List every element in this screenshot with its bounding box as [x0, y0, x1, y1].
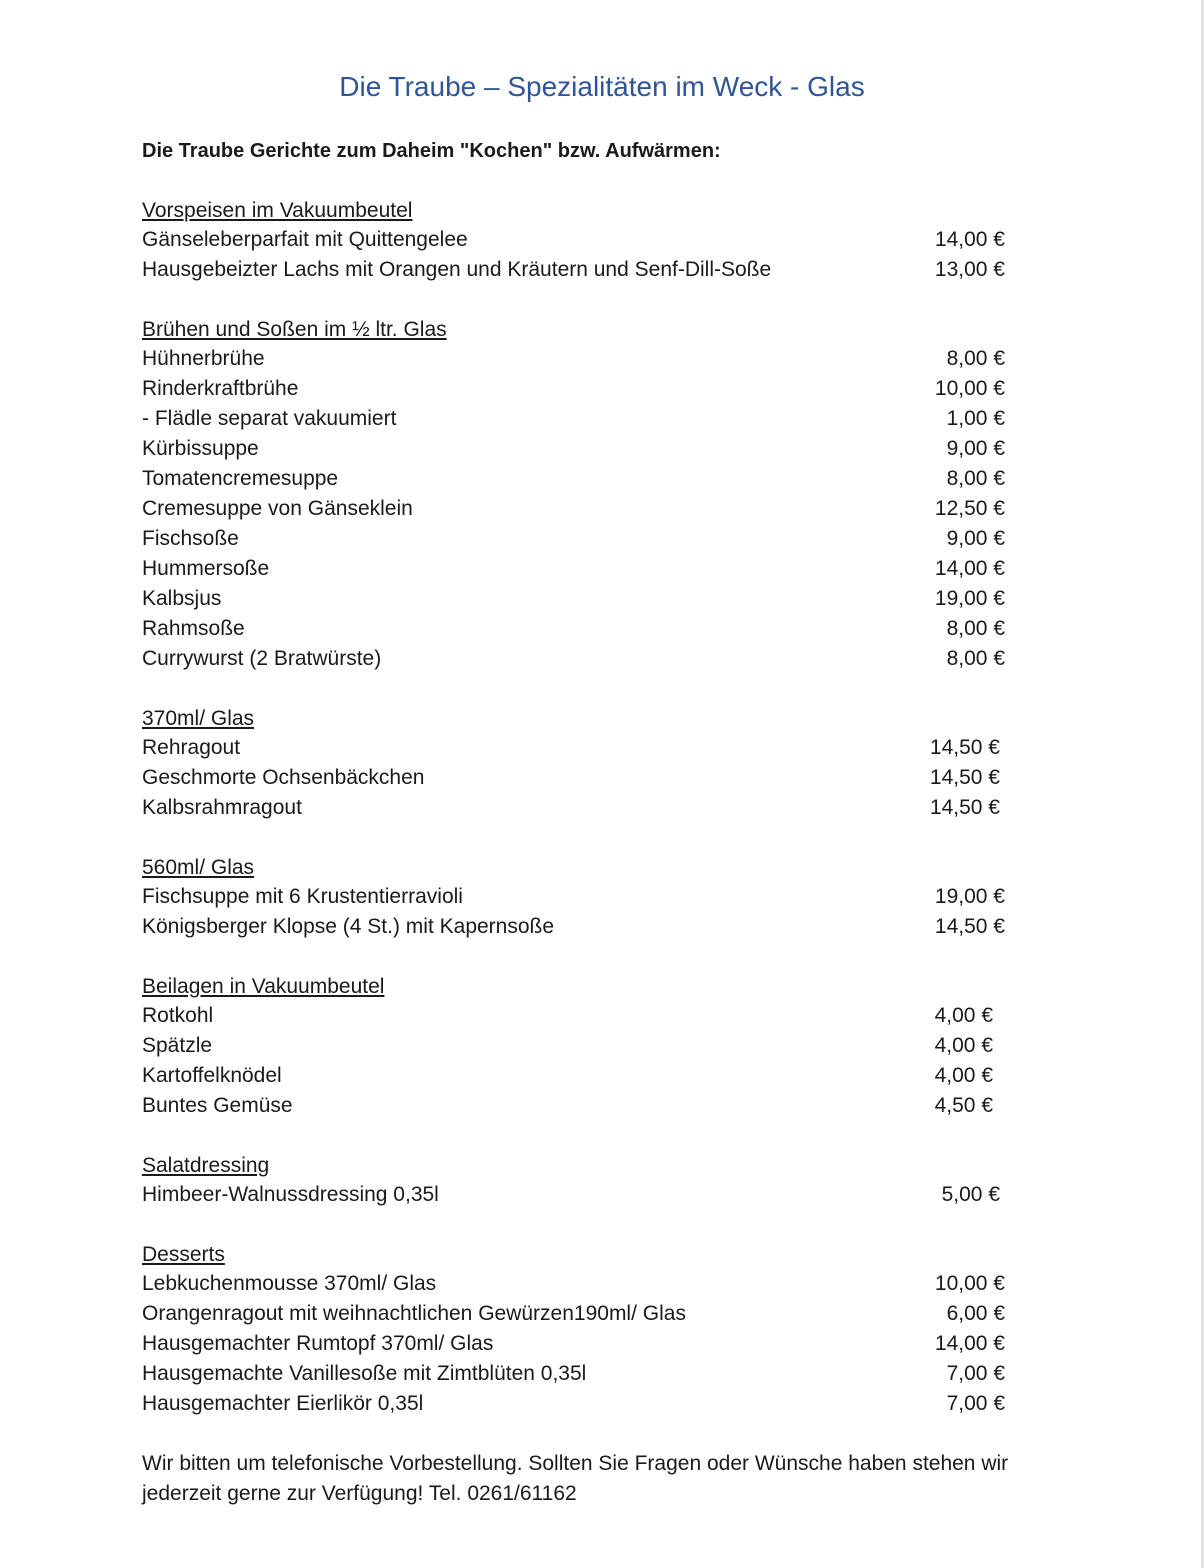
item-name: Orangenragout mit weihnachtlichen Gewürzen190ml/ Glas	[142, 1302, 686, 1325]
item-name: Spätzle	[142, 1034, 213, 1057]
item-price: 14,00 €	[934, 1332, 1005, 1355]
item-price: 14,50 €	[929, 796, 1000, 819]
menu-item	[142, 1299, 1142, 1329]
menu-item	[142, 255, 1142, 285]
menu-item	[142, 344, 1142, 374]
section-370ml	[142, 704, 1142, 823]
item-name: Fischsuppe mit 6 Krustentierravioli	[142, 885, 463, 908]
menu-item	[142, 1031, 1142, 1061]
menu-item	[142, 733, 1142, 763]
menu-document	[142, 66, 1142, 1509]
menu-item	[142, 554, 1142, 584]
item-name: Kürbissuppe	[142, 437, 259, 460]
item-price: 8,00 €	[946, 647, 1005, 670]
section-560ml	[142, 853, 1142, 942]
item-price: 9,00 €	[946, 527, 1005, 550]
item-price: 10,00 €	[934, 377, 1005, 400]
menu-item	[142, 1001, 1142, 1031]
item-name: Kalbsrahmragout	[142, 796, 302, 819]
item-price: 14,00 €	[934, 228, 1005, 251]
menu-item	[142, 374, 1142, 404]
item-name: Hausgemachter Rumtopf 370ml/ Glas	[142, 1332, 494, 1355]
section-title: Vorspeisen im Vakuumbeutel	[142, 199, 413, 222]
menu-item	[142, 524, 1142, 554]
item-price: 13,00 €	[934, 258, 1005, 281]
item-price: 4,00 €	[934, 1004, 993, 1027]
page-title: Die Traube – Spezialitäten im Weck - Glas	[339, 71, 865, 102]
item-name: Rahmsoße	[142, 617, 245, 640]
item-name: Lebkuchenmousse 370ml/ Glas	[142, 1272, 437, 1295]
item-price: 1,00 €	[946, 407, 1005, 430]
item-name: Gänseleberparfait mit Quittengelee	[142, 228, 468, 251]
menu-item	[142, 1180, 1142, 1210]
item-price: 14,50 €	[929, 736, 1000, 759]
item-price: 8,00 €	[946, 347, 1005, 370]
item-price: 8,00 €	[946, 617, 1005, 640]
menu-item	[142, 882, 1142, 912]
section-desserts	[142, 1240, 1142, 1419]
item-name: Buntes Gemüse	[142, 1094, 293, 1117]
item-name: Kartoffelknödel	[142, 1064, 282, 1087]
menu-item	[142, 225, 1142, 255]
menu-item	[142, 494, 1142, 524]
item-price: 7,00 €	[946, 1362, 1005, 1385]
menu-item	[142, 1061, 1142, 1091]
item-name: Hausgebeizter Lachs mit Orangen und Kräutern und Senf-Dill-Soße	[142, 258, 772, 281]
section-beilagen	[142, 972, 1142, 1121]
menu-item	[142, 793, 1142, 823]
menu-item	[142, 644, 1142, 674]
item-name: - Flädle separat vakuumiert	[142, 407, 397, 430]
menu-item	[142, 614, 1142, 644]
item-price: 9,00 €	[946, 437, 1005, 460]
menu-item	[142, 1329, 1142, 1359]
item-name: Hausgemachte Vanillesoße mit Zimtblüten 0,35l	[142, 1362, 587, 1385]
item-name: Kalbsjus	[142, 587, 222, 610]
menu-item	[142, 404, 1142, 434]
item-name: Hummersoße	[142, 557, 270, 580]
menu-item	[142, 1389, 1142, 1419]
item-name: Tomatencremesuppe	[142, 467, 339, 490]
item-price: 14,00 €	[934, 557, 1005, 580]
section-title: Desserts	[142, 1243, 225, 1266]
item-name: Rinderkraftbrühe	[142, 377, 299, 400]
menu-item	[142, 434, 1142, 464]
item-price: 19,00 €	[934, 587, 1005, 610]
item-price: 4,50 €	[934, 1094, 993, 1117]
item-price: 7,00 €	[946, 1392, 1005, 1415]
item-name: Rehragout	[142, 736, 241, 759]
section-salatdressing	[142, 1151, 1142, 1210]
item-name: Rotkohl	[142, 1004, 214, 1027]
section-title: 370ml/ Glas	[142, 707, 255, 730]
section-title: Brühen und Soßen im ½ ltr. Glas	[142, 318, 447, 341]
item-name: Fischsoße	[142, 527, 239, 550]
menu-item	[142, 763, 1142, 793]
item-price: 4,00 €	[934, 1034, 993, 1057]
item-name: Himbeer-Walnussdressing 0,35l	[142, 1183, 439, 1206]
section-title: Beilagen in Vakuumbeutel	[142, 975, 385, 998]
menu-item	[142, 912, 1142, 942]
item-name: Cremesuppe von Gänseklein	[142, 497, 413, 520]
item-price: 6,00 €	[946, 1302, 1005, 1325]
item-name: Hühnerbrühe	[142, 347, 265, 370]
item-name: Currywurst (2 Bratwürste)	[142, 647, 382, 670]
item-price: 8,00 €	[946, 467, 1005, 490]
section-title: Salatdressing	[142, 1154, 270, 1177]
menu-item	[142, 1359, 1142, 1389]
menu-item	[142, 584, 1142, 614]
menu-subtitle: Die Traube Gerichte zum Daheim "Kochen" bzw. Aufwärmen:	[142, 140, 721, 162]
item-name: Geschmorte Ochsenbäckchen	[142, 766, 425, 789]
order-note: Wir bitten um telefonische Vorbestellung. Sollten Sie Fragen oder Wünsche haben stehen wir jederzeit gerne zur Verfügung! Tel. 0261/61162	[142, 1452, 1009, 1505]
menu-item	[142, 464, 1142, 494]
item-price: 14,50 €	[929, 766, 1000, 789]
section-vorspeisen	[142, 196, 1142, 285]
item-price: 14,50 €	[934, 915, 1005, 938]
item-price: 4,00 €	[934, 1064, 993, 1087]
item-price: 19,00 €	[934, 885, 1005, 908]
section-bruehen-sossen	[142, 315, 1142, 674]
item-name: Königsberger Klopse (4 St.) mit Kapernsoße	[142, 915, 555, 938]
item-price: 12,50 €	[934, 497, 1005, 520]
section-title: 560ml/ Glas	[142, 856, 255, 879]
item-price: 5,00 €	[941, 1183, 1000, 1206]
menu-item	[142, 1269, 1142, 1299]
item-name: Hausgemachter Eierlikör 0,35l	[142, 1392, 424, 1415]
item-price: 10,00 €	[934, 1272, 1005, 1295]
menu-item	[142, 1091, 1142, 1121]
